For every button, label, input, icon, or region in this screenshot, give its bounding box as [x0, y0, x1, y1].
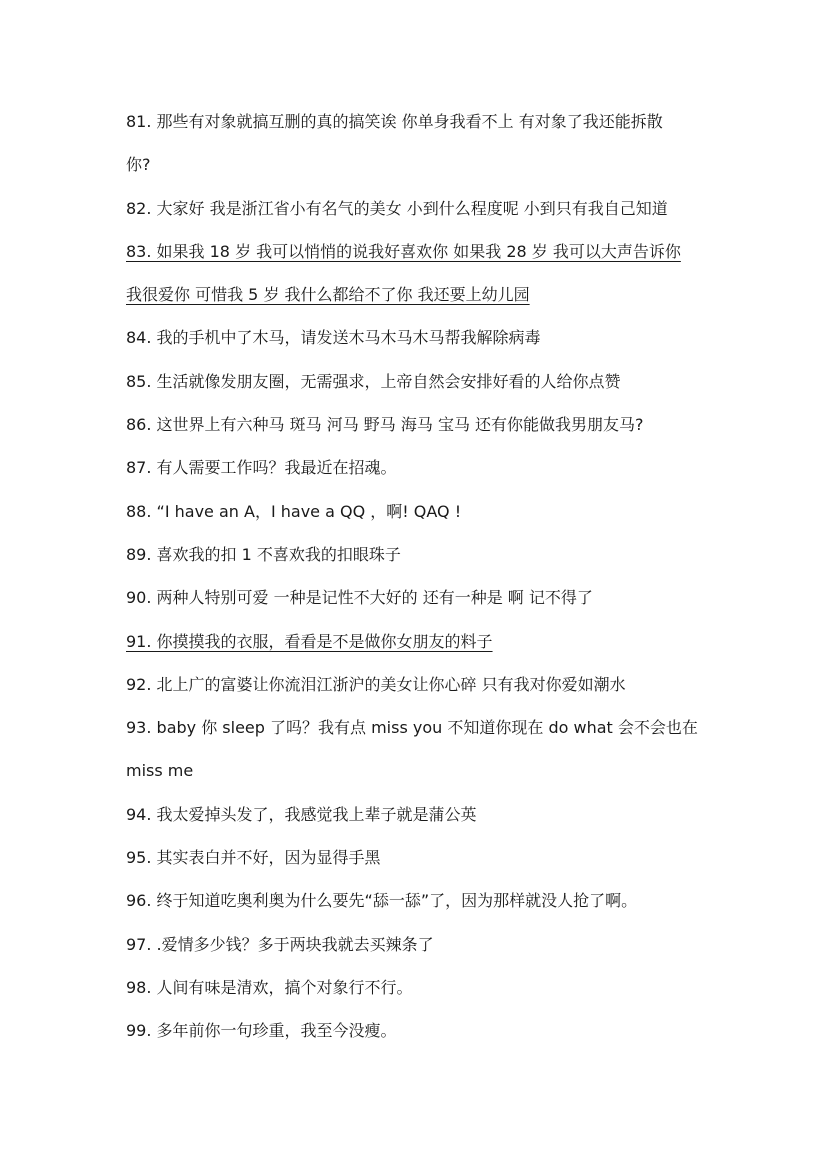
- text-line: [126, 620, 711, 663]
- text-line: [126, 403, 711, 446]
- text-line: [126, 446, 711, 489]
- text-line: [126, 663, 711, 706]
- text-line: [126, 490, 711, 533]
- text-line: [126, 793, 711, 836]
- text-line: [126, 273, 711, 316]
- line-text: miss me: [126, 761, 194, 781]
- text-line: [126, 966, 711, 1009]
- text-line: [126, 836, 711, 879]
- line-text: 91. 你摸摸我的衣服，看看是不是做你女朋友的料子: [126, 631, 493, 651]
- text-line: [126, 143, 711, 186]
- text-line: [126, 749, 711, 792]
- line-text: 97. .爱情多少钱？多于两块我就去买辣条了: [126, 934, 434, 954]
- line-text: 85. 生活就像发朋友圈，无需强求，上帝自然会安排好看的人给你点赞: [126, 371, 621, 391]
- line-text: 95. 其实表白并不好，因为显得手黑: [126, 848, 381, 868]
- line-text: 94. 我太爱掉头发了，我感觉我上辈子就是蒲公英: [126, 804, 477, 824]
- line-text: 83. 如果我 18 岁 我可以悄悄的说我好喜欢你 如果我 28 岁 我可以大声告诉你: [126, 241, 681, 261]
- line-text: 98. 人间有味是清欢，搞个对象行不行。: [126, 977, 413, 997]
- document-body: [126, 100, 711, 1053]
- line-text: 81. 那些有对象就搞互删的真的搞笑诶 你单身我看不上 有对象了我还能拆散: [126, 112, 663, 131]
- text-line: [126, 100, 711, 143]
- line-text: 86. 这世界上有六种马 斑马 河马 野马 海马 宝马 还有你能做我男朋友马?: [126, 415, 644, 435]
- line-text: 92. 北上广的富婆让你流泪江浙沪的美女让你心碎 只有我对你爱如潮水: [126, 674, 626, 694]
- text-line: [126, 187, 711, 230]
- line-text: 96. 终于知道吃奥利奥为什么要先“舔一舔”了，因为那样就没人抢了啊。: [126, 891, 638, 911]
- line-text: 88. “I have an A，I have a QQ ，啊! QAQ !: [126, 501, 462, 521]
- text-line: [126, 533, 711, 576]
- text-line: [126, 316, 711, 359]
- line-text: 你?: [126, 155, 151, 175]
- line-text: 87. 有人需要工作吗？我最近在招魂。: [126, 458, 397, 478]
- line-text: 82. 大家好 我是浙江省小有名气的美女 小到什么程度呢 小到只有我自己知道: [126, 198, 668, 218]
- text-line: [126, 879, 711, 922]
- line-text: 93. baby 你 sleep 了吗？我有点 miss you 不知道你现在 do what 会不会也在: [126, 718, 698, 738]
- text-line: [126, 360, 711, 403]
- line-text: 99. 多年前你一句珍重，我至今没瘦。: [126, 1021, 397, 1041]
- text-line: [126, 230, 711, 273]
- line-text: 我很爱你 可惜我 5 岁 我什么都给不了你 我还要上幼儿园: [126, 285, 530, 305]
- text-line: [126, 576, 711, 619]
- text-line: [126, 923, 711, 966]
- line-text: 84. 我的手机中了木马，请发送木马木马木马帮我解除病毒: [126, 328, 541, 348]
- text-line: [126, 706, 711, 749]
- line-text: 90. 两种人特别可爱 一种是记性不大好的 还有一种是 啊 记不得了: [126, 588, 593, 608]
- line-text: 89. 喜欢我的扣 1 不喜欢我的扣眼珠子: [126, 544, 401, 564]
- text-line: [126, 1009, 711, 1052]
